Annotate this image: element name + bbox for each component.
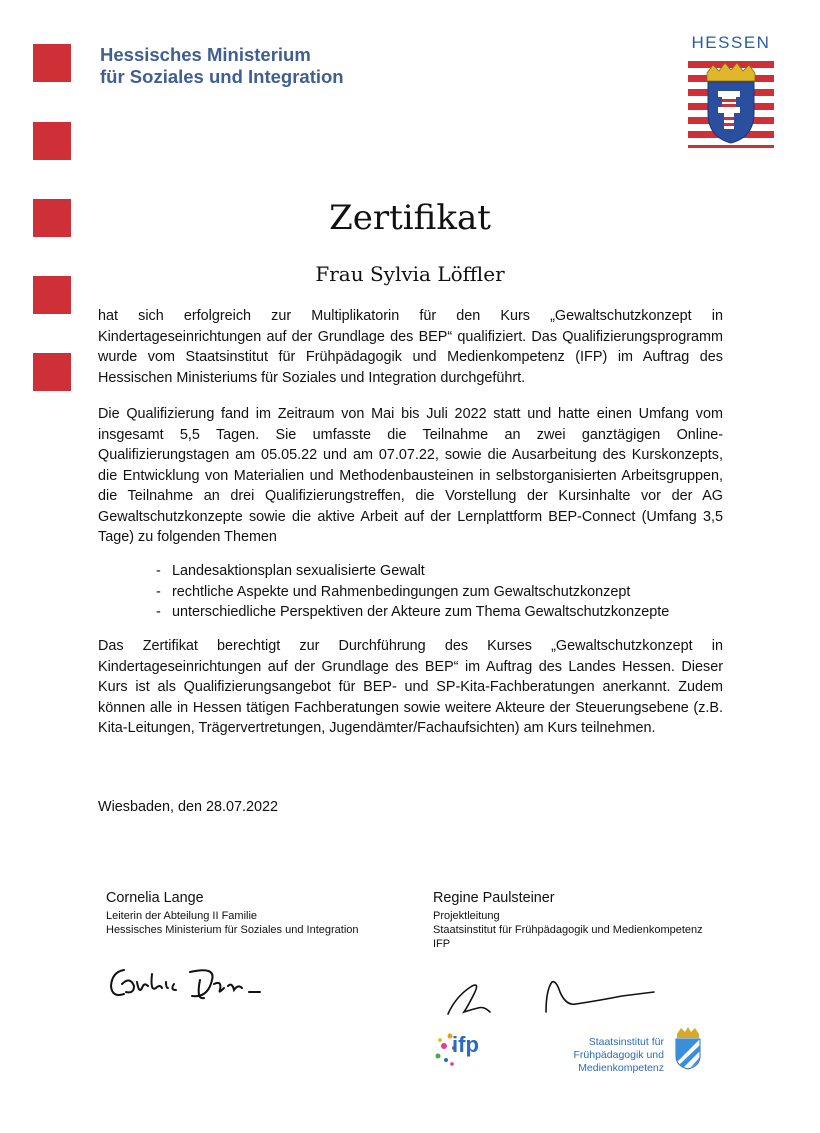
ministry-name xyxy=(100,44,344,88)
hessen-coat-of-arms-icon xyxy=(686,33,776,148)
red-square-5 xyxy=(33,353,71,391)
list-item: - rechtliche Aspekte und Rahmenbedingungen zum Gewaltschutzkonzept xyxy=(156,582,669,603)
intro-paragraph: hat sich erfolgreich zur Multiplikatorin für den Kurs „Gewaltschutzkonzept in Kindertageseinrichtungen auf der Grundlage des BEP“ qualifiziert. Das Qualifizierungsprogramm wurde vom Staatsinstitut für Frühpädagogik und Medienkompetenz (IFP) im Auftrag des Hessischen Ministeriums für Soziales und Integration durchgeführt. xyxy=(98,308,723,386)
signatory-name: Cornelia Lange xyxy=(106,890,204,906)
ministry-line-1: Hessisches Ministerium xyxy=(100,44,311,65)
certificate-title: Zertifikat xyxy=(329,198,491,238)
list-item: - unterschiedliche Perspektiven der Akteure zum Thema Gewaltschutzkonzepte xyxy=(156,602,669,623)
place-date: Wiesbaden, den 28.07.2022 xyxy=(98,799,279,815)
signatory-right xyxy=(433,889,703,951)
signatory-org: Hessisches Ministerium für Soziales und Integration xyxy=(106,924,359,936)
list-item: - Landesaktionsplan sexualisierte Gewalt xyxy=(156,561,669,582)
signatory-role: Projektleitung xyxy=(433,910,500,922)
recipient-name: Frau Sylvia Löffler xyxy=(315,262,505,286)
ministry-line-2: für Soziales und Integration xyxy=(100,66,344,87)
hessen-logo-text: HESSEN xyxy=(691,33,771,52)
signature-regine-paulsteiner xyxy=(442,972,662,1022)
ifp-mark: ifp xyxy=(452,1032,479,1057)
hessen-state-logo xyxy=(686,33,776,148)
red-square-2 xyxy=(33,122,71,160)
signature-cornelia-lange xyxy=(104,958,264,1008)
ifp-line-1: Staatsinstitut für xyxy=(588,1036,664,1048)
bavaria-coat-of-arms-icon xyxy=(673,1026,703,1070)
signatory-org: Staatsinstitut für Frühpädagogik und Medienkompetenz xyxy=(433,924,703,936)
signatory-role: Leiterin der Abteilung II Familie xyxy=(106,910,258,922)
signatory-name: Regine Paulsteiner xyxy=(433,890,555,906)
red-square-1 xyxy=(33,44,71,82)
signatory-left xyxy=(106,889,359,937)
authorization-paragraph: Das Zertifikat berechtigt zur Durchführung des Kurses „Gewaltschutzkonzept in Kindertageseinrichtungen auf der Grundlage des BEP“ im Auftrag des Landes Hessen. Dieser Kurs ist als Qualifizierungsangebot für BEP- und SP-Kita-Fachberatungen anerkannt. Zudem können alle in Hessen tätigen Fachberatungen sowie weitere Akteure der Steuerungsebene (z.B. Kita-Leitungen, Trägervertretungen, Jugendämter/Fachaufsichten) am Kurs teilnehmen. xyxy=(98,638,723,736)
ifp-line-2: Frühpädagogik und Medienkompetenz xyxy=(573,1049,664,1074)
topics-list xyxy=(156,561,669,623)
signatory-org-short: IFP xyxy=(433,938,451,950)
qualification-paragraph: Die Qualifizierung fand im Zeitraum von Mai bis Juli 2022 statt und hatte einen Umfang vom insgesamt 5,5 Tagen. Sie umfasste die Teilnahme an zwei ganztägigen Online-Qualifizierungstagen am 05.05.22 und am 07.07.22, sowie die Ausarbeitung des Kurskonzepts, die Entwicklung von Materialien und Methodenbausteinen in selbstorganisierten Arbeitsgruppen, die Teilnahme an drei Qualifizierungstreffen, die Vorstellung der Kursinhalte vor der AG Gewaltschutzkonzepte sowie die aktive Arbeit auf der Lernplattform BEP-Connect (Umfang 3,5 Tage) zu folgenden Themen xyxy=(98,406,723,545)
ifp-logo-text xyxy=(498,1036,664,1075)
